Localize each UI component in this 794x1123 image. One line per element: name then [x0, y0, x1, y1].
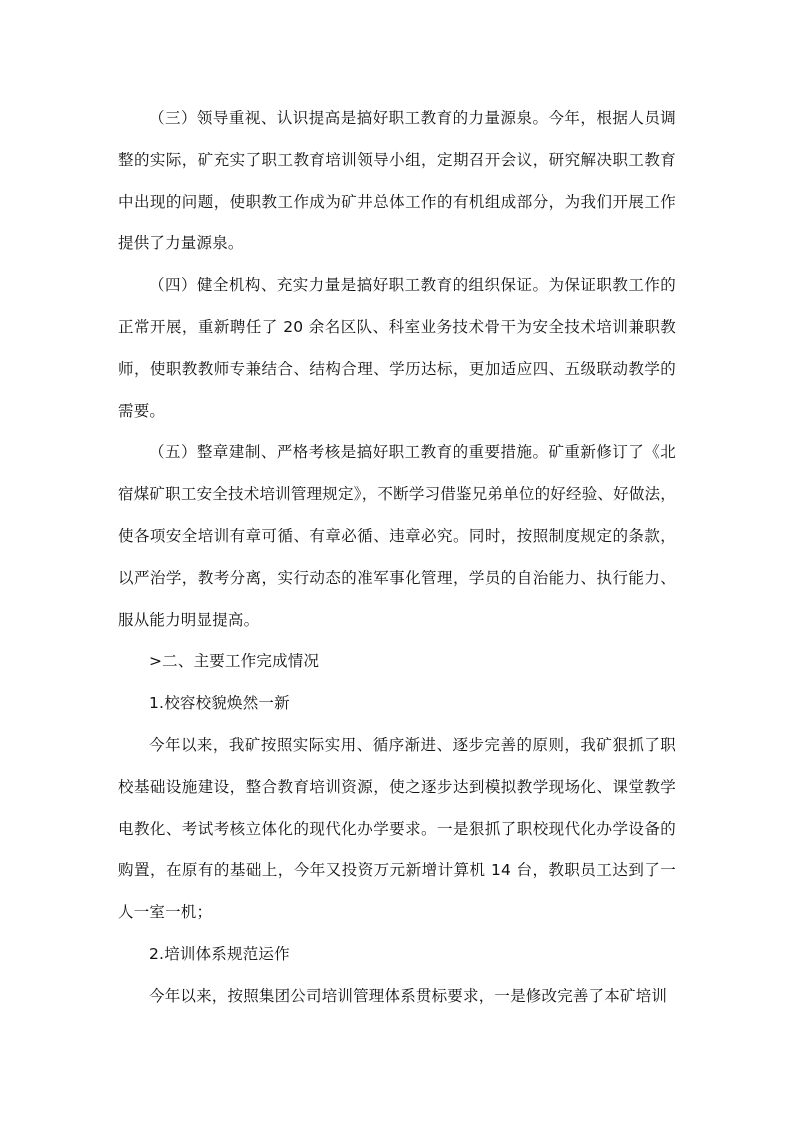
subsection-title-campus: 1.校容校貌焕然一新 — [149, 694, 290, 713]
paragraph-regulations: （五）整章建制、严格考核是搞好职工教育的重要措施。矿重新修订了《北宿煤矿职工安全技术培训管理规定》，不断学习借鉴兄弟单位的好经验、好做法，使各项安全培训有章可循、有章必循、违章必究。同时，按照制度规定的条款，以严治学，教考分离，实行动态的准军事化管理，学员的自治能力、执行能力、服从能力明显提高。 — [118, 443, 676, 629]
section-heading: >二、主要工作完成情况 — [149, 652, 320, 671]
paragraph-organization: （四）健全机构、充实力量是搞好职工教育的组织保证。为保证职教工作的正常开展，重新聘任了 20 余名区队、科室业务技术骨干为安全技术培训兼职教师，使职教教师专兼结合、结构合理、学历达标，更加适应四、五级联动教学的需要。 — [118, 276, 676, 420]
paragraph-leadership: （三）领导重视、认识提高是搞好职工教育的力量源泉。今年，根据人员调整的实际，矿充实了职工教育培训领导小组，定期召开会议，研究解决职工教育中出现的问题，使职教工作成为矿井总体工作的有机组成部分，为我们开展工作提供了力量源泉。 — [118, 109, 676, 253]
paragraph-training-system: 今年以来，按照集团公司培训管理体系贯标要求，一是修改完善了本矿培训 — [149, 986, 668, 1005]
document-page — [118, 98, 676, 1018]
paragraph-campus: 今年以来，我矿按照实际实用、循序渐进、逐步完善的原则，我矿狠抓了职校基础设施建设，整合教育培训资源，使之逐步达到模拟教学现场化、课堂教学电教化、考试考核立体化的现代化办学要求。一是狠抓了职校现代化办学设备的购置，在原有的基础上，今年又投资万元新增计算机 14 台，教职员工达到了一人一室一机； — [118, 735, 676, 922]
subsection-title-training-system: 2.培训体系规范运作 — [149, 944, 290, 963]
